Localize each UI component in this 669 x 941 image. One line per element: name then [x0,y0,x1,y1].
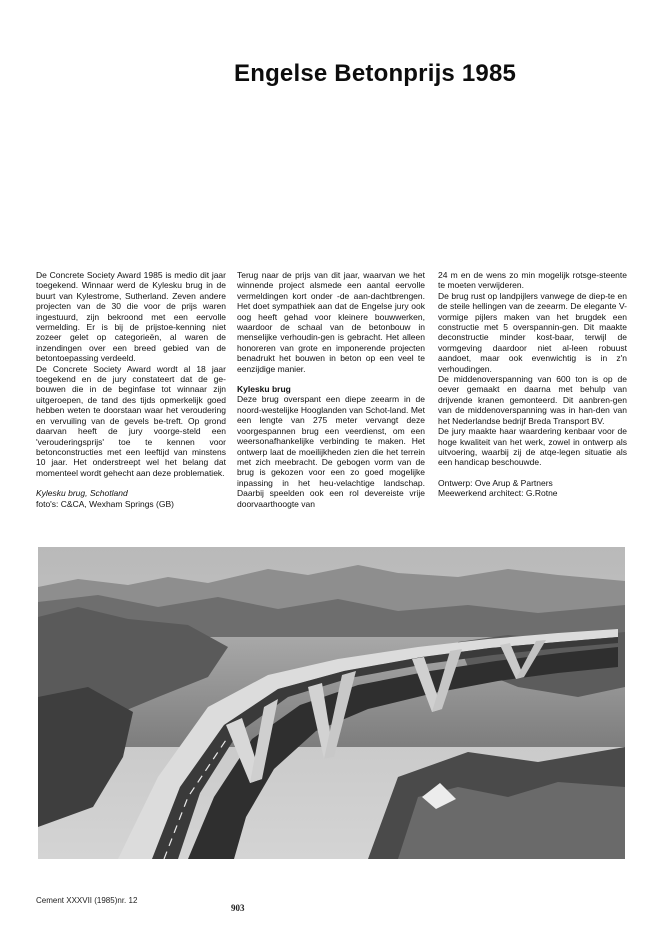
paragraph: Terug naar de prijs van dit jaar, waarvan we het winnende project alsmede een aantal eervolle vermeldingen kort onder -de aan-dachtbrengen. Het doet sympathiek aan dat de Engelse jury ook oog heeft gehad voor kleinere bouwwerken, waardoor de schaal van de betonbouw in menselijke verhoudin-gen is gebracht. Het alleen honoreren van grote en imponerende projecten benadrukt het bouwen in beton op een veel te eenzijdige manier. [237,270,425,374]
paragraph: De Concrete Society Award wordt al 18 jaar toegekend en de jury constateert dat de ge-bouwen die in de beginfase tot winnaar zijn uitgeroepen, de tand des tijds opmerkelijk goed hebben weten te doorstaan waar het veroudering en vervuiling van de gevels be-treft. Op grond daarvan heeft de jury voorge-steld een 'verouderingsprijs' toe te kennen voor betonconstructies met een leeftijd van minstens 10 jaar. Het onderstreept wel het belang dat momenteel wordt gehecht aan deze problematiek. [36,363,226,478]
journal-footer: Cement XXXVII (1985)nr. 12 [36,896,138,905]
bridge-photo [38,547,625,859]
paragraph: De Concrete Society Award 1985 is medio dit jaar toegekend. Winnaar werd de Kylesku brug in de buurt van Kylestrome, Sutherland. Zeven andere projecten van de 30 die voor de prijs waren ingestuurd, zijn bekroond met een eervolle vermelding. Er is bij de prijstoe-kenning niet zozeer gelet op categorieën, al waren de inzendingen over een breed gebied van de betontoepassing verdeeld. [36,270,226,364]
page-number: 903 [231,903,245,913]
paragraph: De brug rust op landpijlers vanwege de diep-te en de steile hellingen van de zeearm. De elegante V-vormige pijlers maken van het brugdek een constructie met 5 overspannin-gen. Dit maakte deconstructie minder kost-baar, terwijl de vormgeving daardoor niet al-leen robuust aandoet, maar ook evenwichtig is in z'n verhoudingen. [438,290,627,374]
text-column-2 [237,270,425,509]
paragraph: De middenoverspanning van 600 ton is op de oever gemaakt en daarna met behulp van drijvende kranen gemonteerd. Dit aanbren-gen van de middenoverspanning was in han-den van het Nederlandse bedrijf Breda Transport BV. [438,374,627,426]
section-heading: Kylesku brug [237,384,291,395]
design-credit: Ontwerp: Ove Arup & Partners [438,477,553,488]
paragraph: De jury maakte haar waardering kenbaar voor de hoge kwaliteit van het werk, zowel in ontwerp als uitvoering, waarbij zij de atqe-legen situatie als een handicap beschouwde. [438,426,627,468]
paragraph: 24 m en de wens zo min mogelijk rotsge-steente te moeten verwijderen. [438,270,627,291]
architect-credit: Meewerkend architect: G.Rotne [438,488,558,499]
paragraph: Deze brug overspant een diepe zeearm in de noord-westelijke Hooglanden van Schot-land. Met een lengte van 275 meter vervangt deze voorgespannen brug een veerdienst, om een weersonafhankelijke verbinding te maken. Het ontwerp laat de moeilijkheden zien die het terrein met zich meebracht. De gebogen vorm van de brug is gekozen voor een zo goed mogelijke inpassing in het heu-velachtige landschap. Daarbij speelden ook een rol devereiste vrije doorvaarthoogte van [237,394,425,509]
bridge-illustration [38,547,625,859]
text-column-1 [36,270,226,509]
article-title: Engelse Betonprijs 1985 [234,60,517,87]
photo-credit: foto's: C&CA, Wexham Springs (GB) [36,498,174,509]
text-column-3 [438,270,627,499]
photo-caption: Kylesku brug, Schotland [36,488,128,499]
